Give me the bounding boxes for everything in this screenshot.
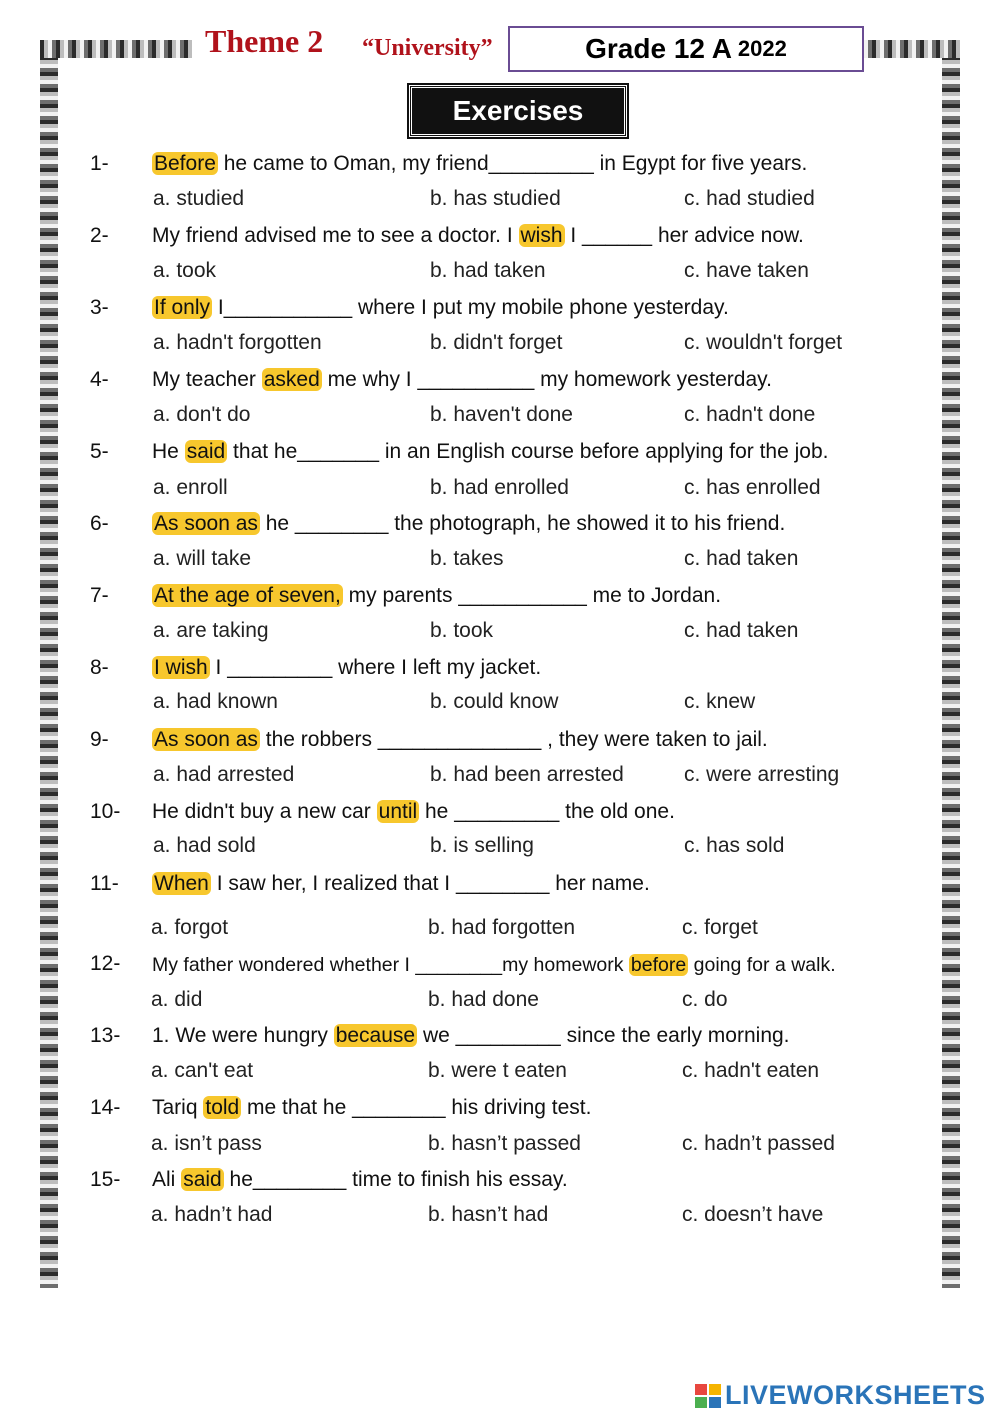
answer-option-c[interactable]: c. hadn't eaten [682,1059,820,1082]
question-text-part: I___________ where I put my mobile phone yesterday. [212,296,729,319]
answer-option-b[interactable]: b. hasn’t had [428,1203,549,1226]
question-text [152,1096,591,1120]
logo-square-green [695,1397,707,1408]
question-number: 11- [90,872,119,895]
question-text-part: He [152,440,185,463]
answer-option-a[interactable]: a. forgot [151,916,229,939]
answer-option-a[interactable]: a. did [151,988,203,1011]
question-text-part: My friend advised me to see a doctor. I [152,224,519,247]
question-text [152,1168,568,1192]
university-subtitle: “University” [362,35,493,61]
exercises-heading: Exercises [409,85,627,137]
answer-option-c[interactable]: c. had studied [684,187,815,210]
question-text-part: Tariq [152,1096,204,1119]
question-number: 12- [90,952,121,975]
highlighted-keyword: before [630,954,687,976]
question-number: 10- [90,800,121,823]
answer-option-c[interactable]: c. has sold [684,834,785,857]
question-text-part: he came to Oman, my friend_________ in Egypt for five years. [217,152,808,175]
logo-square-red [695,1384,707,1395]
question-number: 15- [90,1168,121,1191]
question-text [152,800,675,824]
logo-text: LIVEWORKSHEETS [725,1380,986,1410]
answer-option-c[interactable]: c. hadn’t passed [682,1132,835,1155]
answer-option-a[interactable]: a. are taking [153,619,269,642]
answer-option-a[interactable]: a. isn’t pass [151,1132,262,1155]
highlighted-keyword: At the age of seven, [154,584,341,607]
question-text-part: my parents ___________ me to Jordan. [342,584,722,607]
question-text [152,152,807,176]
answer-option-b[interactable]: b. took [430,619,494,642]
question-text [152,368,772,392]
question-number: 7- [90,584,109,607]
highlighted-keyword: asked [263,368,320,391]
answer-option-c[interactable]: c. had taken [684,547,799,570]
question-number: 1- [90,152,109,175]
question-text-part: going for a walk. [688,954,836,976]
answer-option-a[interactable]: a. had sold [153,834,256,857]
answer-option-b[interactable]: b. could know [430,690,559,713]
answer-option-c[interactable]: c. were arresting [684,763,840,786]
highlighted-keyword: until [378,800,418,823]
question-text [152,1024,790,1048]
question-text-part: He didn't buy a new car [152,800,377,823]
highlighted-keyword: As soon as [154,728,258,751]
question-text [152,728,768,752]
question-text-part: he ________ the photograph, he showed it to his friend. [259,512,786,535]
question-text-part: he________ time to finish his essay. [223,1168,568,1191]
answer-option-a[interactable]: a. will take [153,547,252,570]
answer-option-c[interactable]: c. knew [684,690,756,713]
grade-label: Grade 12 A [585,33,732,64]
highlighted-keyword: Before [154,152,216,175]
answer-option-b[interactable]: b. haven't done [430,403,573,426]
question-text-part: My father wondered whether I ________my homework [152,954,629,976]
answer-option-c[interactable]: c. hadn't done [684,403,816,426]
year-label: 2022 [737,36,787,61]
question-number: 8- [90,656,109,679]
liveworksheets-logo-icon [695,1384,721,1408]
question-text-part: the robbers ______________ , they were taken to jail. [259,728,768,751]
question-number: 14- [90,1096,121,1119]
highlighted-keyword: said [186,440,226,463]
question-number: 9- [90,728,109,751]
answer-option-c[interactable]: c. had taken [684,619,799,642]
answer-option-a[interactable]: a. can't eat [151,1059,254,1082]
answer-option-c[interactable]: c. doesn’t have [682,1203,824,1226]
highlighted-keyword: wish [520,224,563,247]
answer-option-b[interactable]: b. didn't forget [430,331,563,354]
answer-option-b[interactable]: b. had forgotten [428,916,576,939]
question-number: 6- [90,512,109,535]
answer-option-b[interactable]: b. has studied [430,187,561,210]
highlighted-keyword: When [154,872,209,895]
question-text [152,512,785,536]
answer-option-a[interactable]: a. had arrested [153,763,295,786]
answer-option-c[interactable]: c. wouldn't forget [684,331,843,354]
question-text-part: I _________ where I left my jacket. [209,656,542,679]
answer-option-a[interactable]: a. took [153,259,217,282]
question-text-part: he _________ the old one. [419,800,675,823]
answer-option-b[interactable]: b. is selling [430,834,534,857]
question-number: 4- [90,368,109,391]
answer-option-a[interactable]: a. hadn't forgotten [153,331,322,354]
answer-option-a[interactable]: a. enroll [153,476,228,499]
answer-option-a[interactable]: a. don't do [153,403,251,426]
question-number: 5- [90,440,109,463]
answer-option-b[interactable]: b. had enrolled [430,476,569,499]
question-text [152,656,541,680]
answer-option-b[interactable]: b. had been arrested [430,763,624,786]
answer-option-c[interactable]: c. have taken [684,259,809,282]
question-text-part: Ali [152,1168,182,1191]
question-text-part: I saw her, I realized that I ________ her name. [210,872,650,895]
question-text-part: we _________ since the early morning. [417,1024,790,1047]
question-number: 2- [90,224,109,247]
question-text [152,954,836,977]
answer-option-c[interactable]: c. do [682,988,728,1011]
logo-square-yellow [709,1384,721,1395]
answer-option-b[interactable]: b. hasn’t passed [428,1132,581,1155]
liveworksheets-logo[interactable] [695,1380,986,1411]
question-text-part: me why I __________ my homework yesterday. [321,368,772,391]
question-number: 13- [90,1024,121,1047]
question-text-part: me that he ________ his driving test. [241,1096,592,1119]
answer-option-c[interactable]: c. forget [682,916,758,939]
theme-title: Theme 2 [205,23,324,59]
grade-box [508,26,864,72]
answer-option-b[interactable]: b. takes [430,547,504,570]
answer-option-a[interactable]: a. had known [153,690,278,713]
answer-option-a[interactable]: a. studied [153,187,245,210]
question-text-part: that he_______ in an English course before applying for the job. [227,440,829,463]
highlighted-keyword: If only [154,296,211,319]
answer-option-b[interactable]: b. had done [428,988,539,1011]
answer-option-b[interactable]: b. had taken [430,259,546,282]
question-text [152,224,804,248]
question-text-part: I ______ her advice now. [564,224,804,247]
question-text [152,296,729,320]
question-text [152,872,650,896]
logo-square-blue [709,1397,721,1408]
highlighted-keyword: I wish [154,656,208,679]
highlighted-keyword: told [205,1096,240,1119]
answer-option-c[interactable]: c. has enrolled [684,476,821,499]
answer-option-b[interactable]: b. were t eaten [428,1059,567,1082]
answer-option-a[interactable]: a. hadn’t had [151,1203,273,1226]
question-text [152,440,828,464]
question-text-part: My teacher [152,368,262,391]
question-number: 3- [90,296,109,319]
highlighted-keyword: said [183,1168,222,1191]
question-text-part: 1. We were hungry [152,1024,334,1047]
highlighted-keyword: As soon as [154,512,258,535]
question-text [152,584,721,608]
highlighted-keyword: because [335,1024,416,1047]
